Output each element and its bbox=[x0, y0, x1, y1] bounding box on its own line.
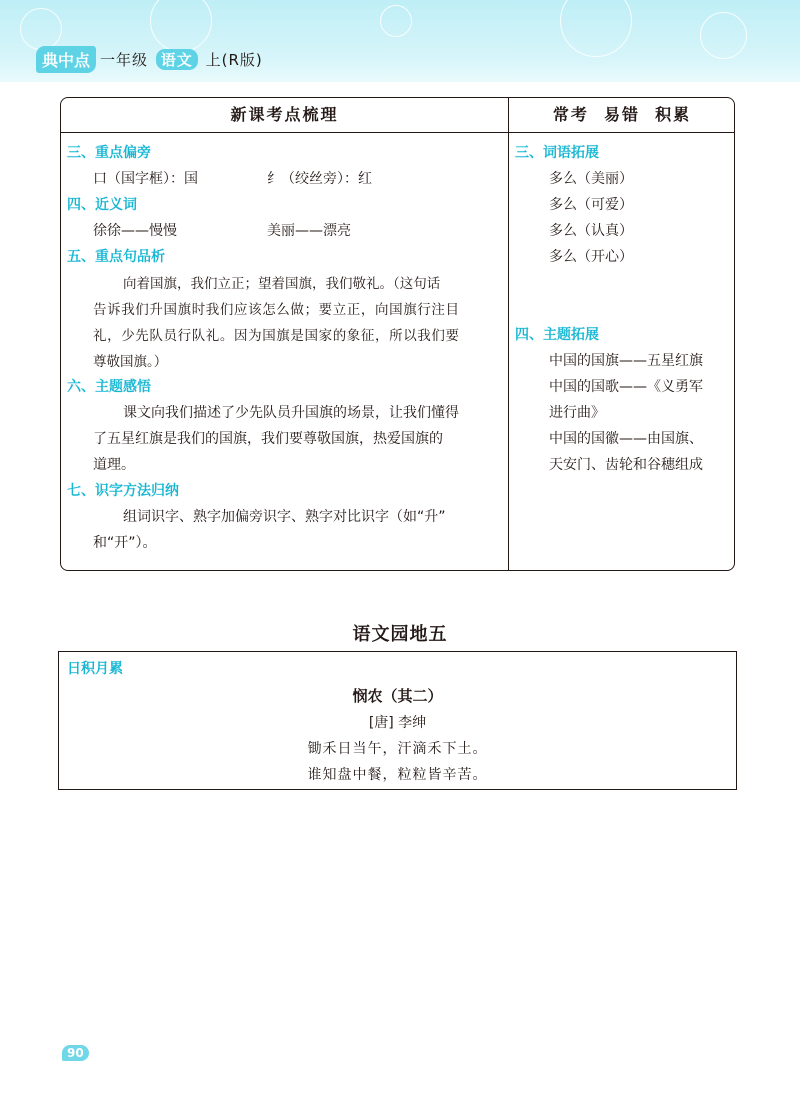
poem-title: 悯农（其二） bbox=[352, 687, 443, 705]
content-line: 向着国旗，我们立正；望着国旗，我们敬礼。（这句话 bbox=[123, 276, 441, 292]
page-header bbox=[0, 0, 800, 82]
left-column-title: 新课考点梳理 bbox=[61, 98, 508, 133]
poem-line: 锄禾日当午，汗滴禾下土。 bbox=[307, 741, 488, 757]
section-heading: 五、重点句品析 bbox=[67, 249, 165, 265]
content-line: 了五星红旗是我们的国旗，我们要尊敬国旗，热爱国旗的 bbox=[93, 431, 443, 447]
section-heading: 三、重点偏旁 bbox=[67, 145, 151, 161]
content-line: 多么（可爱） bbox=[549, 197, 633, 213]
section-heading: 六、主题感悟 bbox=[67, 379, 151, 395]
content-line: 口（国字框）：国 bbox=[93, 171, 198, 187]
section-title: 语文园地五 bbox=[352, 624, 448, 645]
content-line: 尊敬国旗。） bbox=[93, 354, 168, 370]
brand-logo: 典中点 bbox=[36, 46, 96, 73]
content-line: 中国的国歌——《义勇军 bbox=[549, 379, 703, 395]
content-line: 多么（认真） bbox=[549, 223, 633, 239]
poem-author: [唐] 李绅 bbox=[368, 715, 427, 731]
poem-line: 谁知盘中餐，粒粒皆辛苦。 bbox=[307, 767, 488, 783]
section-heading: 七、识字方法归纳 bbox=[67, 483, 179, 499]
content-line: 礼，少先队员行队礼。因为国旗是国家的象征，所以我们要 bbox=[93, 328, 460, 344]
content-line: 课文向我们描述了少先队员升国旗的场景，让我们懂得 bbox=[123, 405, 459, 421]
content-line: 道理。 bbox=[93, 457, 135, 473]
content-line: 告诉我们升国旗时我们应该怎么做；要立正，向国旗行注目 bbox=[93, 302, 460, 318]
content-line: 纟（绞丝旁）：红 bbox=[267, 171, 372, 187]
grade-label: 一年级 bbox=[100, 51, 149, 69]
review-table bbox=[60, 97, 735, 571]
subject-badge: 语文 bbox=[156, 49, 198, 70]
poem-box bbox=[58, 651, 737, 790]
content-line: 多么（美丽） bbox=[549, 171, 633, 187]
right-column-title: 常考 易错 积累 bbox=[509, 98, 735, 133]
content-line: 天安门、齿轮和谷穗组成 bbox=[549, 457, 703, 473]
content-line: 和“开”）。 bbox=[93, 535, 157, 551]
content-line: 中国的国旗——五星红旗 bbox=[549, 353, 703, 369]
section-heading: 三、词语拓展 bbox=[515, 145, 599, 161]
section-heading: 四、近义词 bbox=[67, 197, 137, 213]
content-line: 组词识字、熟字加偏旁识字、熟字对比识字（如“升” bbox=[123, 509, 446, 525]
content-line: 多么（开心） bbox=[549, 249, 633, 265]
box-label: 日积月累 bbox=[67, 661, 123, 677]
content-line: 徐徐——慢慢 bbox=[93, 223, 177, 239]
left-column bbox=[61, 98, 508, 570]
content-line: 美丽——漂亮 bbox=[267, 223, 351, 239]
section-heading: 四、主题拓展 bbox=[515, 327, 599, 343]
content-line: 进行曲》 bbox=[549, 405, 605, 421]
page-number: 90 bbox=[62, 1045, 89, 1061]
header-title bbox=[100, 49, 263, 70]
edition-label: 上(R版) bbox=[205, 51, 263, 69]
content-line: 中国的国徽——由国旗、 bbox=[549, 431, 703, 447]
right-column bbox=[508, 98, 735, 570]
